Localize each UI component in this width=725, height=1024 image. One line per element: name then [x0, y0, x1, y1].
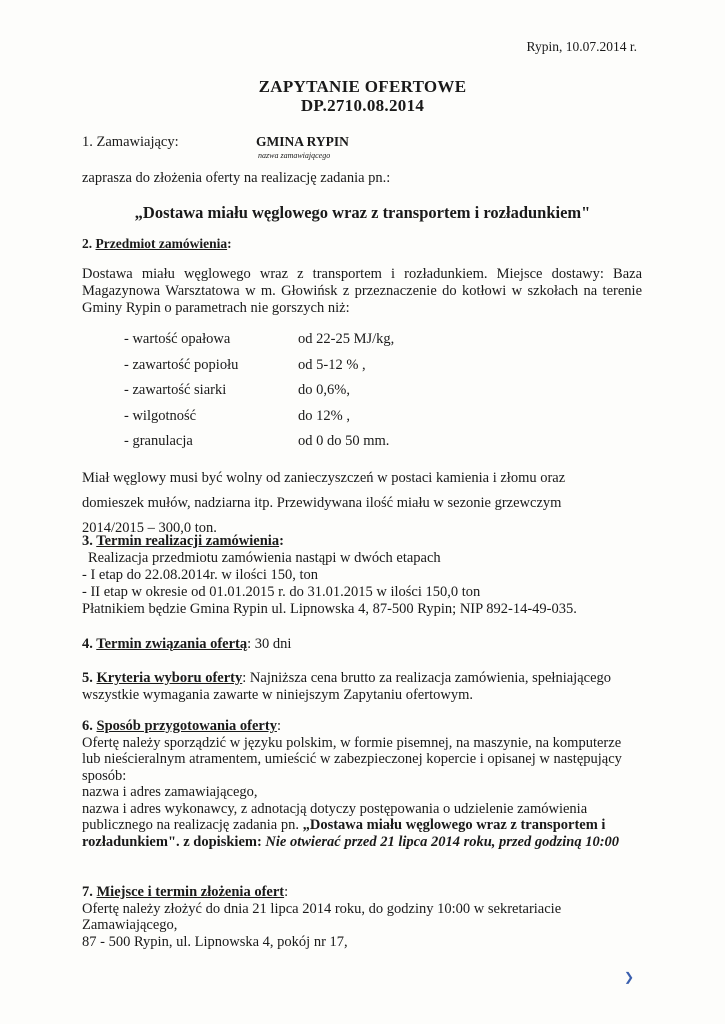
parameter-row: [124, 408, 444, 434]
parameter-name: - zawartość siarki: [124, 382, 227, 398]
parameter-value: do 0,6%,: [298, 382, 350, 398]
parameters-list: [124, 331, 444, 459]
envelope-line-orderer: nazwa i adres zamawiającego,: [82, 784, 258, 800]
schedule-line: Realizacja przedmiotu zamówienia nastąpi w dwóch etapach: [88, 550, 441, 566]
section-6: [82, 718, 642, 850]
parameter-value: od 5-12 % ,: [298, 356, 366, 373]
parameter-row: [124, 433, 444, 459]
section-2-heading: 2. Przedmiot zamówienia:: [82, 236, 232, 251]
section-7: [82, 884, 642, 950]
coal-quality-note: Miał węglowy musi być wolny od zanieczyszczeń w postaci kamienia i złomu oraz domieszek mułów, nadziarna itp. Przewidywana ilość miału w sezonie grzewczym 2014/2015 – 300,0 ton.: [82, 470, 566, 536]
section-4: 4. Termin związania ofertą: 30 dni: [82, 636, 292, 652]
place-date: Rypin, 10.07.2014 r.: [526, 39, 637, 54]
section-3-heading: 3. Termin realizacji zamówienia:: [82, 533, 284, 549]
payer-line: Płatnikiem będzie Gmina Rypin ul. Lipnowska 4, 87-500 Rypin; NIP 892-14-49-035.: [82, 601, 577, 617]
section-2-body: Dostawa miału węglowego wraz z transportem i rozładunkiem. Miejsce dostawy: Baza Magazynowa Warsztatowa w m. Głowińsk z przeznaczenie do kotłowi w szkołach na terenie Gminy Rypin o parametrach nie gorszych niż:: [82, 266, 642, 316]
parameter-name: - wilgotność: [124, 407, 197, 424]
section-5: 5. Kryteria wyboru oferty: Najniższa cena brutto za realizacja zamówienia, spełniającego wszystkie wymagania zawarte w niniejszym Zapytaniu ofertowym.: [82, 670, 612, 703]
parameter-name: - zawartość popiołu: [124, 356, 239, 373]
parameter-row: [124, 357, 444, 383]
parameter-row: [124, 331, 444, 357]
parameter-value: od 0 do 50 mm.: [298, 433, 390, 449]
section-6-intro: Ofertę należy sporządzić w języku polskim, w formie pisemnej, na maszynie, na komputerze lub nieścieralnym atramentem, umieścić w zabezpieczonej kopercie i opisanej w następujący sposób:: [82, 734, 622, 784]
orderer-label: 1. Zamawiający:: [82, 134, 179, 150]
section-7-body: Ofertę należy złożyć do dnia 21 lipca 2014 roku, do godziny 10:00 w sekretariacie Zamawiającego,: [82, 900, 562, 933]
document-reference: DP.2710.08.2014: [300, 96, 425, 115]
section-3-body: [82, 550, 577, 618]
parameter-name: - wartość opałowa: [124, 331, 231, 347]
task-title: „Dostawa miału węglowego wraz z transportem i rozładunkiem": [134, 203, 591, 222]
orderer-caption: nazwa zamawiającego: [258, 151, 331, 160]
parameter-row: [124, 382, 444, 408]
pen-mark-icon: ❯: [624, 970, 635, 984]
envelope-line-contractor: nazwa i adres wykonawcy, z adnotacją dotyczy postępowania o udzielenie zamówienia publicznego na realizację zadania pn. „Dostawa miału węglowego wraz z transportem i rozładunkiem". z dopiskiem: Nie otwierać przed 21 lipca 2014 roku, przed godziną 10:00: [82, 800, 620, 850]
orderer-name: GMINA RYPIN: [256, 134, 349, 149]
schedule-line: - I etap do 22.08.2014r. w ilości 150, ton: [82, 567, 319, 583]
parameter-value: od 22-25 MJ/kg,: [298, 331, 395, 347]
parameter-name: - granulacja: [124, 433, 193, 449]
section-7-address: 87 - 500 Rypin, ul. Lipnowska 4, pokój nr 17,: [82, 933, 348, 950]
section-6-heading: 6. Sposób przygotowania oferty:: [82, 718, 281, 734]
schedule-line: - II etap w okresie od 01.01.2015 r. do 31.01.2015 w ilości 150,0 ton: [82, 584, 481, 600]
section-7-heading: 7. Miejsce i termin złożenia ofert:: [82, 884, 289, 900]
document-title: ZAPYTANIE OFERTOWE: [258, 77, 467, 96]
invitation-text: zaprasza do złożenia oferty na realizację zadania pn.:: [82, 170, 391, 186]
parameter-value: do 12% ,: [298, 407, 350, 424]
